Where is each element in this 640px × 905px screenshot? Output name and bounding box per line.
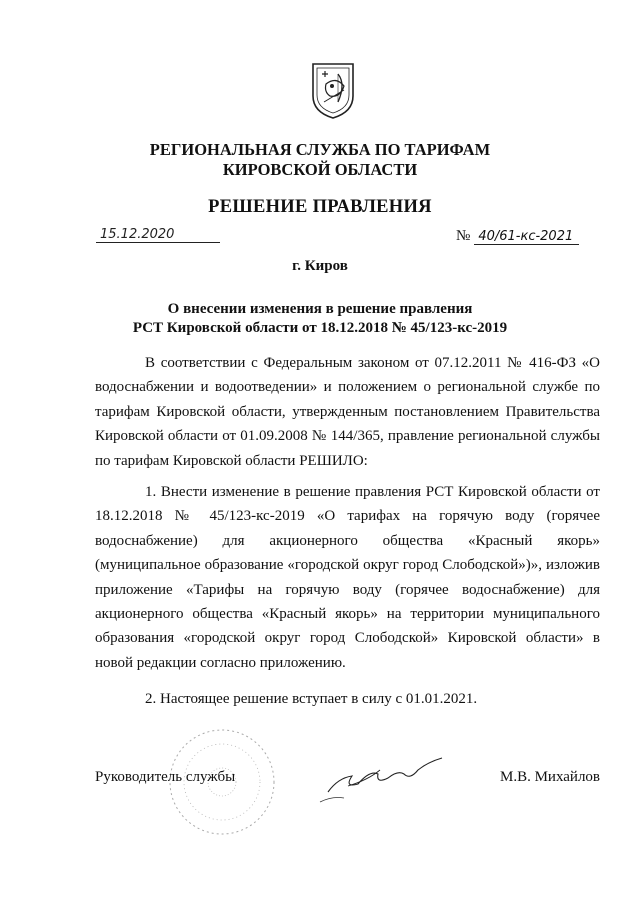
city: г. Киров bbox=[292, 258, 348, 274]
signatory-position: Руководитель службы bbox=[95, 769, 236, 785]
signatory-name: М.В. Михайлов bbox=[500, 769, 601, 785]
paragraph-item-1: 1. Внести изменение в решение правления РСТ Кировской области от 18.12.2018 № 45/123-кс-2019 «О тарифах на горячую воду (горячее водоснабжение) для акционерного общества «Красный якорь» (муниципальное образование «городской округ город Слободской»)», изложив приложение «Тарифы на горячую воду (горячее водоснабжение) для акционерного общества «Красный якорь» на территории муниципального образования «городской округ город Слободской» Кировской области» в новой редакции согласно приложению. bbox=[95, 484, 600, 671]
document-date: 15.12.2020 bbox=[96, 227, 220, 243]
number-sign: № bbox=[456, 228, 471, 244]
subject-line1: О внесении изменения в решение правления bbox=[167, 301, 473, 317]
paragraph-item-2: 2. Настоящее решение вступает в силу с 01.01.2021. bbox=[145, 691, 478, 707]
number-value: 40/61-кс-2021 bbox=[474, 229, 579, 245]
paragraph-preamble: В соответствии с Федеральным законом от 07.12.2011 № 416-ФЗ «О водоснабжении и водоотведении» и положением о региональной службе по тарифам Кировской области, утвержденным постановлением Правительства Кировской области от 01.09.2008 № 144/365, правление региональной службы по тарифам Кировской области РЕШИЛО: bbox=[95, 355, 600, 469]
kirov-coat-of-arms-icon bbox=[310, 62, 356, 120]
org-name-line1: РЕГИОНАЛЬНАЯ СЛУЖБА ПО ТАРИФАМ bbox=[149, 140, 491, 159]
document-number bbox=[456, 227, 579, 245]
handwritten-signature-icon bbox=[318, 740, 448, 810]
subject-line2: РСТ Кировской области от 18.12.2018 № 45/123-кс-2019 bbox=[132, 320, 508, 336]
document-title: РЕШЕНИЕ ПРАВЛЕНИЯ bbox=[208, 197, 432, 217]
org-name-line2: КИРОВСКОЙ ОБЛАСТИ bbox=[222, 160, 418, 179]
